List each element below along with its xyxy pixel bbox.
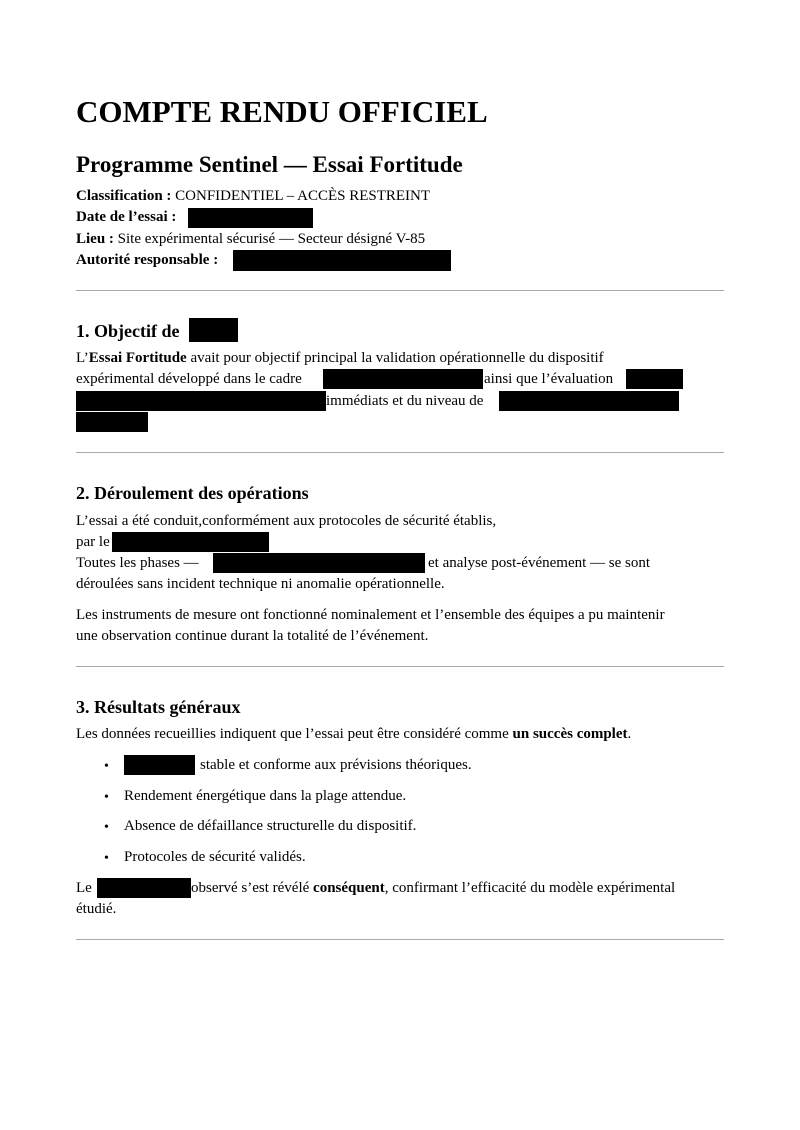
classification-line: [76, 186, 430, 207]
date-label: Date de l’essai :: [76, 209, 177, 225]
instruments-line-2: une observation continue durant la totalité de l’événement.: [76, 628, 429, 644]
section-heading-deroulement: 2. Déroulement des opérations: [76, 483, 309, 503]
classification-value: CONFIDENTIEL – ACCÈS RESTREINT: [171, 188, 431, 204]
section-divider: [76, 452, 724, 453]
document-subtitle: Programme Sentinel — Essai Fortitude: [76, 152, 463, 177]
redaction-block-cadre: [323, 369, 483, 389]
conclusion-line-1: [191, 878, 675, 899]
redaction-block-par-le: [112, 532, 269, 552]
conclusion-text-a: observé s’est révélé: [191, 880, 314, 896]
resultats-intro-end: .: [627, 726, 632, 742]
deroulement-line-3a: Toutes les phases —: [76, 555, 199, 571]
conclusion-prefix: Le: [76, 880, 92, 896]
essai-fortitude-bold: Essai Fortitude: [88, 350, 187, 366]
redaction-block-niveau: [499, 391, 679, 411]
redaction-block-date: [188, 208, 313, 228]
lieu-line: [76, 229, 425, 250]
lieu-value: Site expérimental sécurisé — Secteur désigné V-85: [113, 231, 426, 247]
section-heading-resultats: 3. Résultats généraux: [76, 697, 241, 717]
bullet-item-3: Absence de défaillance structurelle du dispositif.: [124, 818, 417, 834]
consequent-bold: conséquent: [313, 880, 385, 896]
objectif-text-prefix: L’: [76, 350, 89, 366]
deroulement-line-4: déroulées sans incident technique ni anomalie opérationnelle.: [76, 576, 445, 592]
redaction-block-heading: [189, 318, 238, 342]
redaction-block-phases: [213, 553, 425, 573]
bullet-item-1: stable et conforme aux prévisions théoriques.: [200, 757, 472, 773]
date-line: [76, 207, 176, 228]
objectif-line-2a: expérimental développé dans le cadre: [76, 371, 302, 387]
conclusion-line-2: étudié.: [76, 901, 117, 917]
autorite-line: [76, 250, 218, 271]
deroulement-line-2: par le: [76, 534, 110, 550]
redaction-block-autorite: [233, 250, 451, 271]
redaction-block-line4: [76, 412, 148, 432]
classification-label: Classification :: [76, 188, 172, 204]
redaction-block-line3: [76, 391, 326, 411]
redaction-block-conclusion: [97, 878, 191, 898]
instruments-line-1: Les instruments de mesure ont fonctionné nominalement et l’ensemble des équipes a pu maintenir: [76, 607, 665, 623]
section-divider: [76, 666, 724, 667]
bullet-item-4: Protocoles de sécurité validés.: [124, 849, 306, 865]
objectif-text-rest: avait pour objectif principal la validation opérationnelle du dispositif: [186, 350, 604, 366]
page-title: COMPTE RENDU OFFICIEL: [76, 94, 488, 129]
bullet-item-2: Rendement énergétique dans la plage attendue.: [124, 788, 407, 804]
objectif-line-1: [76, 348, 604, 369]
bullet-dot: •: [104, 851, 109, 866]
section-divider: [76, 290, 724, 291]
redaction-block-evaluation: [626, 369, 683, 389]
resultats-intro-text: Les données recueillies indiquent que l’essai peut être considéré comme: [76, 726, 513, 742]
objectif-line-3: immédiats et du niveau de: [326, 393, 484, 409]
deroulement-line-3b: et analyse post-événement — se sont: [428, 555, 651, 571]
objectif-line-2b: ainsi que l’évaluation: [484, 371, 614, 387]
section-heading-objectif: 1. Objectif de: [76, 321, 180, 341]
bullet-dot: •: [104, 820, 109, 835]
section-divider: [76, 939, 724, 940]
bullet-dot: •: [104, 759, 109, 774]
resultats-intro: [76, 724, 631, 745]
succes-complet-bold: un succès complet: [512, 726, 628, 742]
bullet-dot: •: [104, 790, 109, 805]
autorite-label: Autorité responsable :: [76, 252, 219, 268]
redaction-block-bullet-1: [124, 755, 195, 775]
conclusion-text-b: , confirmant l’efficacité du modèle expérimental: [384, 880, 676, 896]
lieu-label: Lieu :: [76, 231, 114, 247]
deroulement-line-1: L’essai a été conduit,conformément aux protocoles de sécurité établis,: [76, 513, 497, 529]
